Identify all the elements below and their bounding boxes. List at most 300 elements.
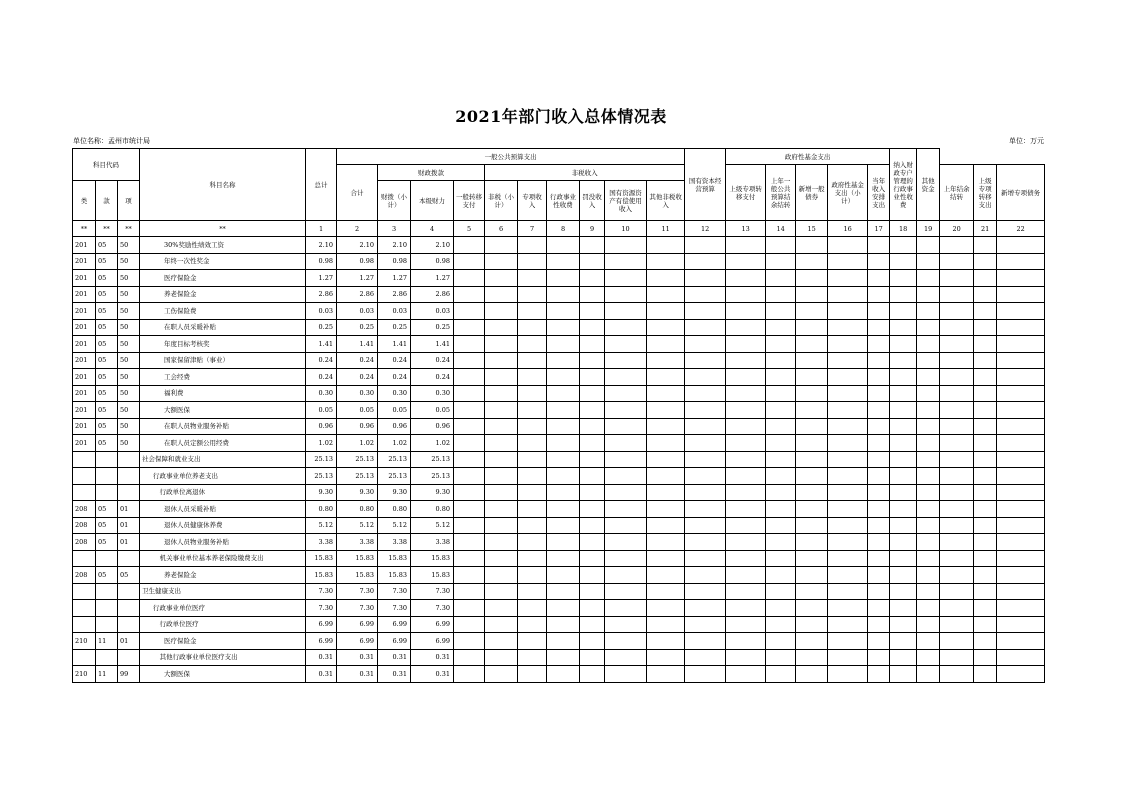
empty-cell [890,600,917,617]
empty-cell [518,385,547,402]
empty-cell [485,567,518,584]
empty-cell [485,303,518,320]
upper-special-transfer-header: 上级专项转移支付 [726,165,766,221]
empty-cell [828,418,868,435]
empty-cell [766,303,796,320]
empty-cell [917,402,940,419]
total-cell: 1.27 [306,270,337,287]
xiang-cell: 01 [118,517,140,534]
empty-cell [890,418,917,435]
subject-name-cell: 医疗保险金 [140,633,306,650]
empty-cell [974,237,997,254]
fiscal-subtotal-cell: 15.83 [378,567,411,584]
empty-cell [647,517,685,534]
empty-cell [974,369,997,386]
fiscal-subtotal-cell: 2.86 [378,286,411,303]
subject-name-cell: 工伤保险费 [140,303,306,320]
own-funds-cell: 1.27 [411,270,454,287]
empty-cell [580,550,605,567]
current-year-arrange-header: 当年收入安排支出 [868,165,890,221]
col-number: 10 [605,221,647,237]
empty-cell [647,319,685,336]
empty-cell [605,501,647,518]
subtotal-cell: 15.83 [337,567,378,584]
kuan-cell: 05 [96,253,118,270]
xiang-cell: 50 [118,385,140,402]
empty-cell [766,583,796,600]
empty-cell [828,501,868,518]
empty-cell [547,270,580,287]
empty-cell [518,633,547,650]
own-funds-cell: 0.25 [411,319,454,336]
empty-cell [605,649,647,666]
empty-cell [605,616,647,633]
empty-cell [547,468,580,485]
empty-cell [454,237,485,254]
subtotal-cell: 1.02 [337,435,378,452]
empty-cell [518,402,547,419]
empty-cell [518,517,547,534]
empty-cell [997,402,1045,419]
empty-cell [518,319,547,336]
xiang-cell: 50 [118,352,140,369]
empty-cell [547,534,580,551]
empty-cell [940,468,974,485]
fines-header: 罚没收入 [580,181,605,221]
empty-cell [726,468,766,485]
col-number: 16 [828,221,868,237]
empty-cell [974,319,997,336]
fiscal-subtotal-cell: 9.30 [378,484,411,501]
xiang-cell: 50 [118,336,140,353]
xiang-header: 项 [118,181,140,221]
own-funds-cell: 0.98 [411,253,454,270]
empty-cell [580,616,605,633]
table-row [73,567,1045,584]
empty-cell [454,435,485,452]
empty-cell [685,484,726,501]
total-cell: 2.86 [306,286,337,303]
total-cell: 1.02 [306,435,337,452]
empty-cell [685,583,726,600]
lei-cell: 201 [73,369,96,386]
empty-cell [518,501,547,518]
empty-cell [796,451,828,468]
empty-cell [917,253,940,270]
empty-cell [796,303,828,320]
empty-cell [647,402,685,419]
prev-year-balance-header: 上年一般公共预算结余结转 [766,165,796,221]
empty-cell [726,517,766,534]
empty-cell [547,567,580,584]
subtotal-cell: 6.99 [337,616,378,633]
empty-cell [485,633,518,650]
xiang-cell: 50 [118,237,140,254]
empty-cell [547,501,580,518]
empty-cell [868,567,890,584]
empty-cell [605,286,647,303]
empty-cell [890,336,917,353]
subtotal-cell: 6.99 [337,633,378,650]
empty-cell [796,567,828,584]
empty-cell [917,270,940,287]
col-number: 17 [868,221,890,237]
total-cell: 15.83 [306,550,337,567]
total-cell: 0.24 [306,369,337,386]
empty-cell [605,303,647,320]
empty-cell [974,435,997,452]
empty-cell [518,270,547,287]
empty-cell [726,484,766,501]
subject-name-cell: 在职人员定额公用经费 [140,435,306,452]
lei-cell: 201 [73,352,96,369]
empty-cell [485,435,518,452]
empty-cell [726,336,766,353]
subject-name-cell: 行政单位离退休 [140,484,306,501]
xiang-cell: 01 [118,501,140,518]
lei-header: 类 [73,181,96,221]
empty-cell [917,633,940,650]
empty-cell [766,484,796,501]
empty-cell [580,583,605,600]
empty-cell [605,369,647,386]
col-number: 19 [917,221,940,237]
empty-cell [485,402,518,419]
own-funds-cell: 0.24 [411,352,454,369]
empty-cell [454,286,485,303]
empty-cell [940,286,974,303]
empty-cell [828,385,868,402]
own-funds-cell: 15.83 [411,550,454,567]
empty-cell [726,649,766,666]
empty-cell [868,270,890,287]
lei-cell: 201 [73,286,96,303]
empty-cell [997,435,1045,452]
empty-cell [796,600,828,617]
empty-cell [547,633,580,650]
empty-cell [547,600,580,617]
empty-cell [974,286,997,303]
empty-cell [726,633,766,650]
kuan-cell: 11 [96,666,118,683]
empty-cell [547,435,580,452]
lei-cell [73,484,96,501]
table-row [73,451,1045,468]
empty-cell [726,319,766,336]
admin-fee-header: 行政事业性收费 [547,181,580,221]
empty-cell [868,319,890,336]
empty-cell [890,237,917,254]
empty-cell [997,633,1045,650]
empty-cell [485,534,518,551]
lei-cell [73,616,96,633]
empty-cell [726,534,766,551]
subject-name-cell: 年度目标考核奖 [140,336,306,353]
empty-cell [580,369,605,386]
subtotal-cell: 2.10 [337,237,378,254]
empty-cell [547,484,580,501]
empty-cell [917,336,940,353]
empty-cell [518,336,547,353]
gov-fund-header: 政府性基金支出 [726,149,890,165]
empty-cell [685,418,726,435]
empty-cell [547,237,580,254]
empty-cell [940,352,974,369]
empty-cell [485,484,518,501]
empty-cell [766,336,796,353]
empty-cell [940,666,974,683]
subtotal-cell: 0.31 [337,649,378,666]
subject-name-cell: 工会经费 [140,369,306,386]
empty-cell [518,567,547,584]
empty-cell [647,385,685,402]
empty-cell [868,286,890,303]
xiang-cell: 50 [118,286,140,303]
gov-fund-subtotal-header: 政府性基金支出（小计） [828,165,868,221]
empty-cell [868,616,890,633]
empty-cell [685,402,726,419]
total-cell: 2.10 [306,237,337,254]
empty-cell [997,649,1045,666]
empty-cell [890,319,917,336]
fiscal-subtotal-cell: 0.24 [378,352,411,369]
empty-cell [890,666,917,683]
empty-cell [828,253,868,270]
empty-cell [685,451,726,468]
empty-cell [940,451,974,468]
fiscal-subtotal-cell: 0.31 [378,649,411,666]
col-number: 6 [485,221,518,237]
empty-cell [917,534,940,551]
empty-cell [766,369,796,386]
empty-cell [485,352,518,369]
empty-cell [454,517,485,534]
empty-cell [974,418,997,435]
subject-name-cell: 退休人员采暖补贴 [140,501,306,518]
empty-cell [580,534,605,551]
lei-cell [73,468,96,485]
empty-cell [940,534,974,551]
empty-cell [647,633,685,650]
fiscal-subtotal-header: 财拨（小计） [378,181,411,221]
table-row [73,270,1045,287]
xiang-cell: 99 [118,666,140,683]
empty-cell [828,352,868,369]
empty-cell [796,385,828,402]
new-special-bond-header: 新增专项债务 [997,165,1045,221]
empty-cell [828,286,868,303]
empty-cell [974,468,997,485]
empty-cell [454,418,485,435]
empty-cell [997,336,1045,353]
empty-cell [828,369,868,386]
empty-cell [796,468,828,485]
empty-cell [647,534,685,551]
empty-cell [890,468,917,485]
kuan-cell: 05 [96,270,118,287]
empty-cell [974,616,997,633]
lei-cell: 208 [73,517,96,534]
empty-cell [726,550,766,567]
empty-cell [726,237,766,254]
column-number-row [73,221,1045,237]
empty-cell [828,616,868,633]
own-funds-cell: 0.96 [411,418,454,435]
col-number: 2 [337,221,378,237]
empty-cell [647,649,685,666]
empty-cell [997,286,1045,303]
empty-cell [454,468,485,485]
empty-cell [580,484,605,501]
total-cell: 0.98 [306,253,337,270]
empty-cell [890,451,917,468]
empty-cell [890,550,917,567]
kuan-cell: 05 [96,286,118,303]
empty-cell [518,253,547,270]
subject-name-cell: 卫生健康支出 [140,583,306,600]
subject-name-cell: 社会保障和就业支出 [140,451,306,468]
empty-cell [647,418,685,435]
empty-cell [766,418,796,435]
empty-cell [547,616,580,633]
empty-cell [454,666,485,683]
kuan-cell [96,600,118,617]
col-number: 7 [518,221,547,237]
star-cell: ** [140,221,306,237]
empty-cell [890,616,917,633]
empty-cell [890,253,917,270]
empty-cell [868,534,890,551]
empty-cell [868,253,890,270]
empty-cell [647,369,685,386]
empty-cell [485,369,518,386]
xiang-cell [118,484,140,501]
empty-cell [685,600,726,617]
kuan-cell: 05 [96,501,118,518]
table-row [73,600,1045,617]
table-row [73,616,1045,633]
nontax-income-header: 非税收入 [485,165,685,181]
own-funds-cell: 0.03 [411,303,454,320]
empty-cell [766,517,796,534]
table-row [73,517,1045,534]
col-number: 18 [890,221,917,237]
col-number: 20 [940,221,974,237]
kuan-cell: 05 [96,402,118,419]
empty-cell [828,336,868,353]
empty-cell [940,418,974,435]
subject-name-header: 科目名称 [140,149,306,221]
empty-cell [828,270,868,287]
empty-cell [685,501,726,518]
total-cell: 15.83 [306,567,337,584]
empty-cell [828,666,868,683]
empty-cell [868,649,890,666]
empty-cell [796,501,828,518]
subtotal-cell: 0.05 [337,402,378,419]
empty-cell [605,435,647,452]
empty-cell [580,600,605,617]
empty-cell [580,237,605,254]
empty-cell [605,666,647,683]
kuan-cell: 05 [96,336,118,353]
lei-cell: 201 [73,303,96,320]
empty-cell [796,270,828,287]
empty-cell [828,517,868,534]
empty-cell [647,666,685,683]
subject-name-cell: 行政事业单位医疗 [140,600,306,617]
empty-cell [547,253,580,270]
empty-cell [547,352,580,369]
empty-cell [828,484,868,501]
empty-cell [997,385,1045,402]
empty-cell [766,567,796,584]
empty-cell [605,633,647,650]
empty-cell [580,468,605,485]
empty-cell [580,649,605,666]
empty-cell [868,600,890,617]
empty-cell [605,451,647,468]
empty-cell [518,237,547,254]
col-number: 8 [547,221,580,237]
empty-cell [917,369,940,386]
kuan-cell: 05 [96,303,118,320]
lei-cell: 201 [73,385,96,402]
income-table [72,148,1045,683]
empty-cell [796,286,828,303]
empty-cell [685,666,726,683]
lei-cell: 210 [73,633,96,650]
table-row [73,336,1045,353]
empty-cell [997,517,1045,534]
empty-cell [605,270,647,287]
fiscal-grant-header: 财政拨款 [378,165,485,181]
xiang-cell [118,649,140,666]
kuan-cell: 05 [96,517,118,534]
empty-cell [726,435,766,452]
own-funds-cell: 0.80 [411,501,454,518]
lei-cell: 201 [73,418,96,435]
subject-code-header: 科目代码 [73,149,140,181]
empty-cell [997,666,1045,683]
table-row [73,550,1045,567]
table-row [73,402,1045,419]
empty-cell [917,583,940,600]
empty-cell [828,451,868,468]
fiscal-subtotal-cell: 1.02 [378,435,411,452]
xiang-cell: 50 [118,319,140,336]
empty-cell [940,484,974,501]
own-funds-header: 本级财力 [411,181,454,221]
empty-cell [997,567,1045,584]
empty-cell [828,534,868,551]
empty-cell [580,352,605,369]
empty-cell [605,534,647,551]
xiang-cell [118,550,140,567]
empty-cell [647,435,685,452]
total-cell: 25.13 [306,468,337,485]
lei-cell: 201 [73,402,96,419]
empty-cell [890,534,917,551]
total-cell: 0.24 [306,352,337,369]
empty-cell [454,550,485,567]
subject-name-cell: 行政单位医疗 [140,616,306,633]
empty-cell [766,385,796,402]
empty-cell [647,468,685,485]
empty-cell [766,468,796,485]
fiscal-subtotal-cell: 2.10 [378,237,411,254]
empty-cell [974,385,997,402]
